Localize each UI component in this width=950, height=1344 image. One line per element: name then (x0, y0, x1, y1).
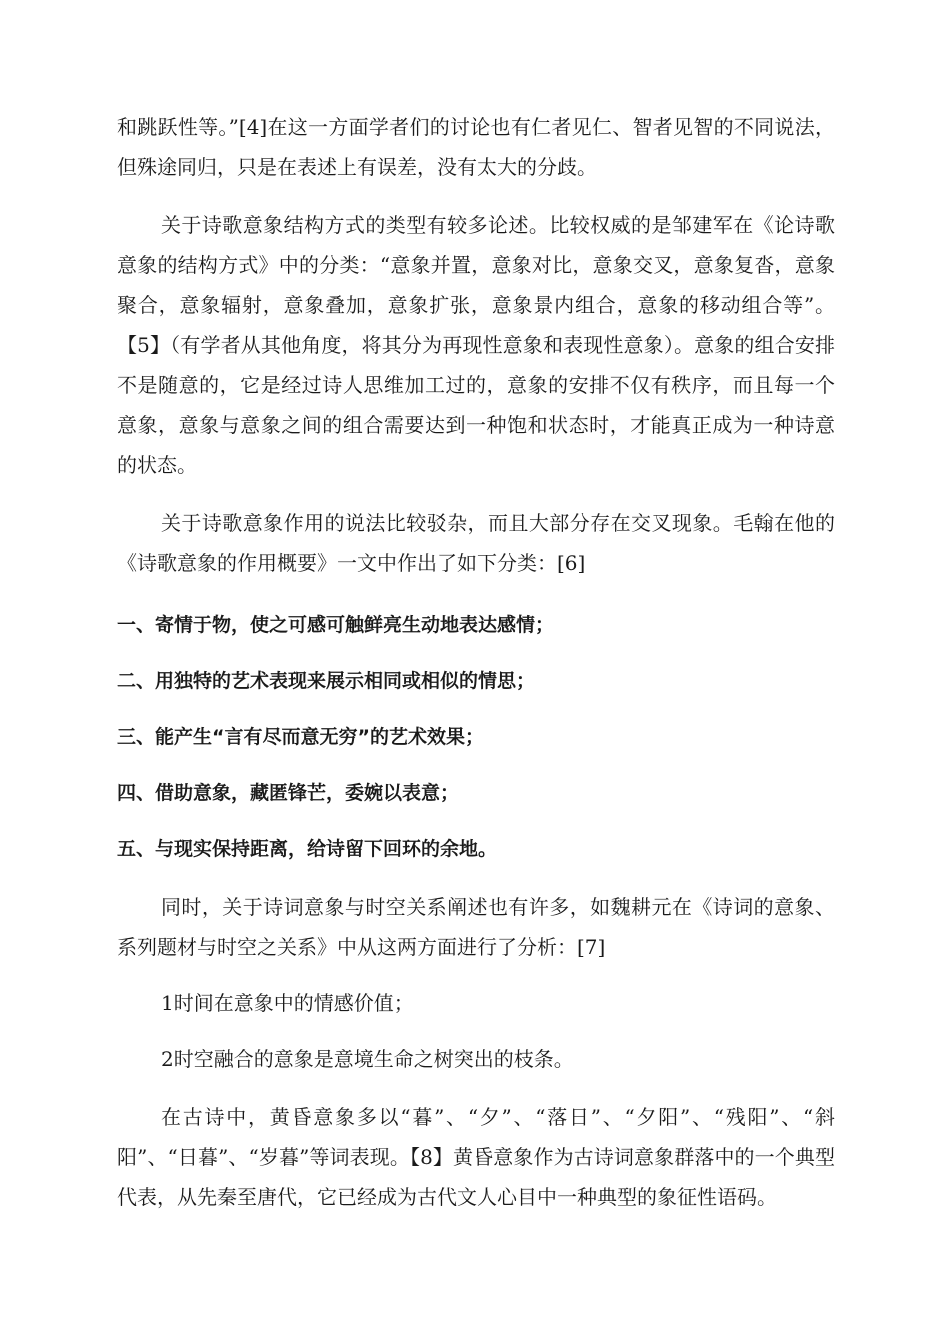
function-item-1: 一、寄情于物，使之可感可触鲜亮生动地表达感情； (117, 614, 555, 636)
paragraph-structure-types: 关于诗歌意象结构方式的类型有较多论述。比较权威的是邹建军在《论诗歌意象的结构方式》中的分类：“意象并置，意象对比，意象交叉，意象复沓，意象聚合，意象辐射，意象叠加，意象扩张，意象景内组合，意象的移动组合等”。【5】（有学者从其他角度，将其分为再现性意象和表现性意象）。意象的组合安排不是随意的，它是经过诗人思维加工过的，意象的安排不仅有秩序，而且每一个意象，意象与意象之间的组合需要达到一种饱和状态时，才能真正成为一种诗意的状态。 (117, 213, 835, 477)
function-item-5: 五、与现实保持距离，给诗留下回环的余地。 (117, 838, 498, 860)
document-page (117, 107, 835, 1217)
space-time-item-1: 1时间在意象中的情感价值； (161, 991, 414, 1015)
paragraph-space-time: 同时，关于诗词意象与时空关系阐述也有许多，如魏耕元在《诗词的意象、系列题材与时空之关系》中从这两方面进行了分析：[7] (117, 895, 835, 959)
paragraph-dusk-imagery: 在古诗中，黄昏意象多以“暮”、“夕”、“落日”、“夕阳”、“残阳”、“斜阳”、“日暮”、“岁暮”等词表现。【8】黄昏意象作为古诗词意象群落中的一个典型代表，从先秦至唐代，它已经成为古代文人心目中一种典型的象征性语码。 (117, 1105, 835, 1209)
space-time-item-2: 2时空融合的意象是意境生命之树突出的枝条。 (161, 1047, 574, 1071)
function-item-2: 二、用独特的艺术表现来展示相同或相似的情思； (117, 670, 536, 692)
paragraph-image-functions: 关于诗歌意象作用的说法比较驳杂，而且大部分存在交叉现象。毛翰在他的《诗歌意象的作用概要》一文中作出了如下分类：[6] (117, 511, 835, 575)
function-item-3: 三、能产生“言有尽而意无穷”的艺术效果； (117, 726, 484, 748)
function-item-4: 四、借助意象，藏匿锋芒，委婉以表意； (117, 782, 460, 804)
paragraph-continuation: 和跳跃性等。”[4]在这一方面学者们的讨论也有仁者见仁、智者见智的不同说法，但殊途同归，只是在表述上有误差，没有太大的分歧。 (117, 115, 835, 179)
